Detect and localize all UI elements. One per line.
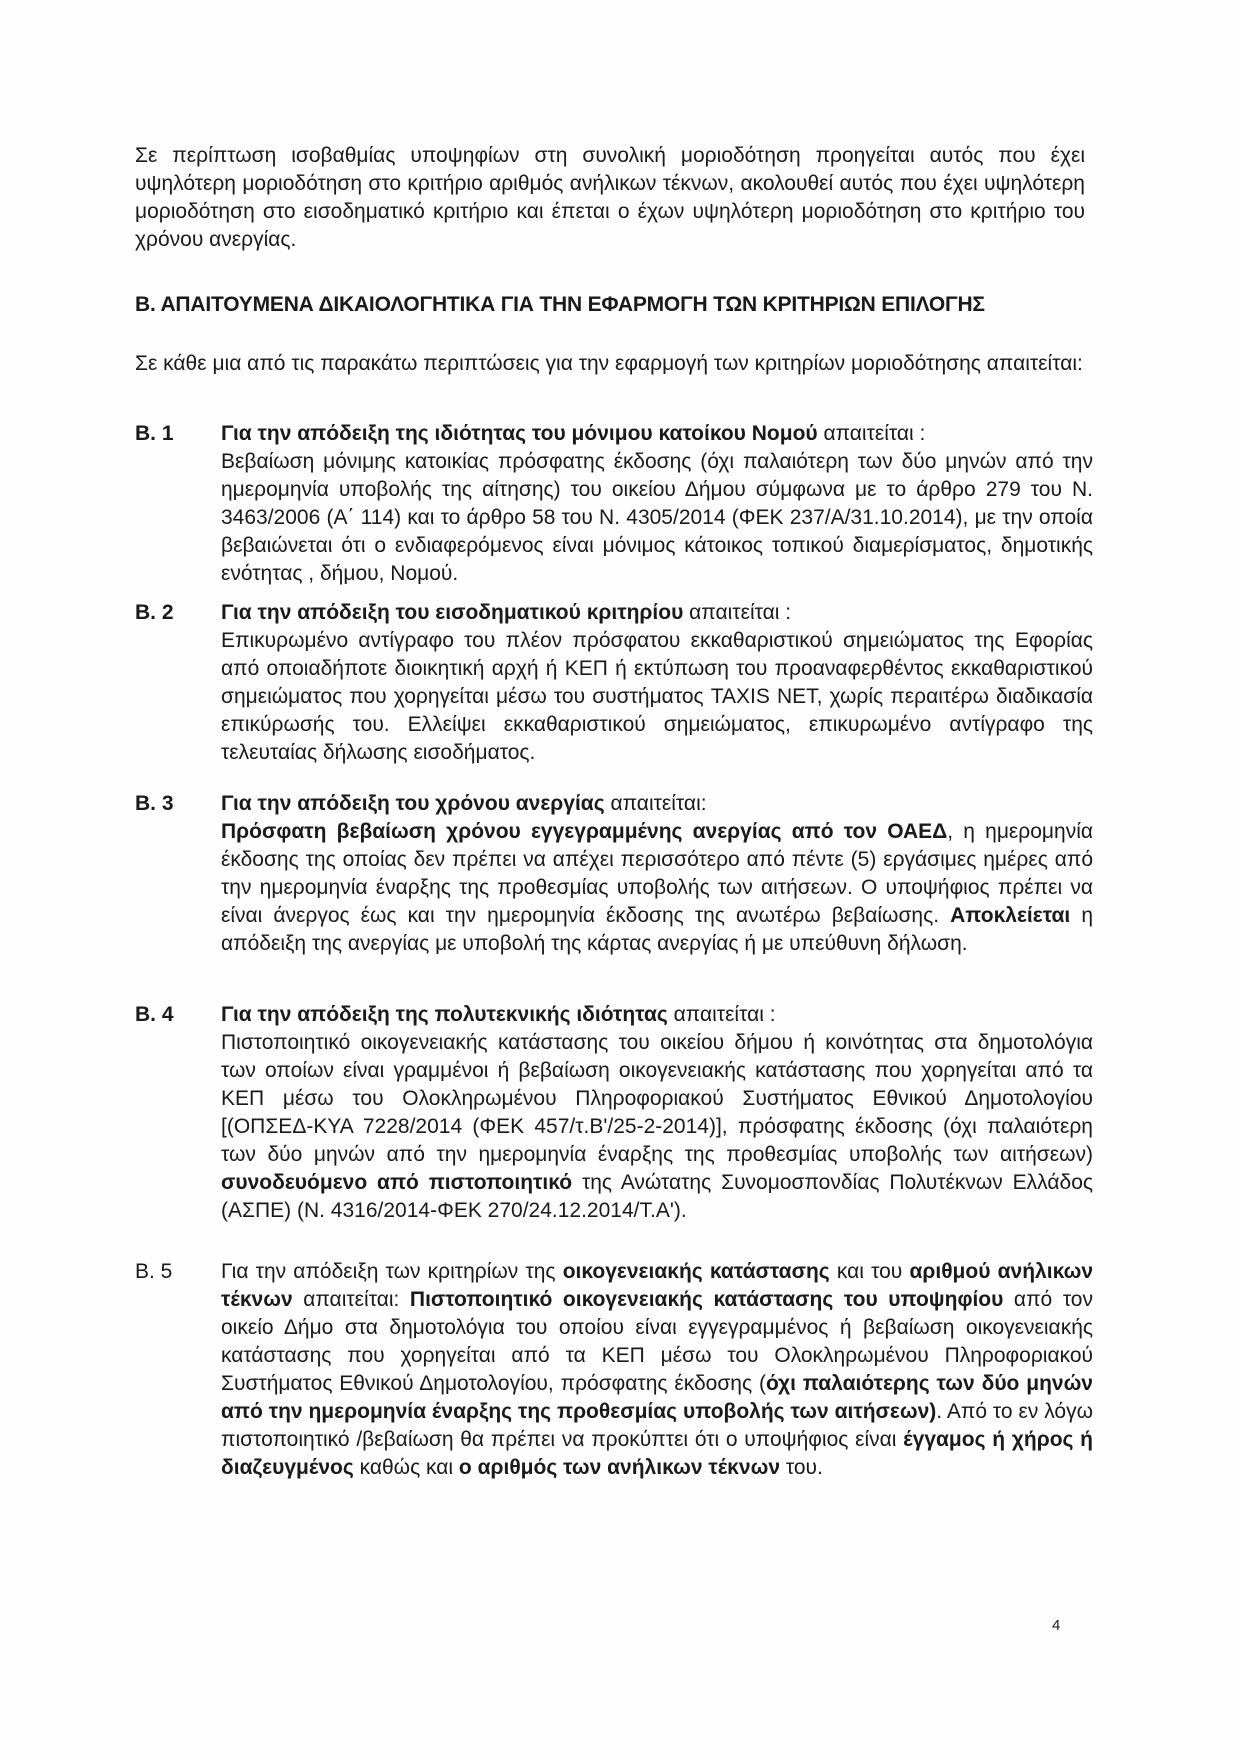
item-content-bold: Πρόσφατη βεβαίωση χρόνου εγγεγραμμένης ανεργίας από τον ΟΑΕΔ [221, 820, 948, 843]
item-content [221, 818, 1093, 958]
item-heading [221, 420, 1093, 448]
item-heading-bold: Για την απόδειξη της ιδιότητας του μόνιμου κατοίκου Νομού [221, 422, 818, 445]
item-content-text: της Ανώτατης Συνομοσπονδίας Πολυτέκνων Ελλάδος (ΑΣΠΕ) (Ν. 4316/2014-ΦΕΚ 270/24.12.2014/Τ.Α'). [221, 1171, 1093, 1222]
item-heading [221, 599, 1093, 627]
item-content-bold: Πιστοποιητικό οικογενειακής κατάστασης του υποψηφίου [409, 1288, 1004, 1311]
item-number: Β. 2 [135, 601, 174, 624]
intro-paragraph: Σε περίπτωση ισοβαθμίας υποψηφίων στη συνολική μοριοδότηση προηγείται αυτός που έχει υψηλότερη μοριοδότηση στο κριτήριο αριθμός ανήλικων τέκνων, ακολουθεί αυτός που έχει υψηλότερη μοριοδότηση στο εισοδηματικό κριτήριο και έπεται ο έχων υψηλότερη μοριοδότηση στο κριτήριο του χρόνου ανεργίας. [135, 144, 1085, 251]
item-body [221, 1001, 1093, 1225]
item-content-bold: ο αριθμός των ανήλικων τέκνων [458, 1456, 780, 1479]
item-content-text: . Από το εν λόγω πιστοποιητικό /βεβαίωση θα πρέπει να προκύπτει ότι ο υποψήφιος είναι [221, 1400, 1093, 1451]
item-number: Β. 1 [135, 422, 174, 445]
item-body [221, 420, 1093, 588]
item-heading [221, 790, 1093, 818]
item-content-text: η απόδειξη της ανεργίας με υποβολή της κάρτας ανεργίας ή με υπεύθυνη δήλωση. [221, 904, 1093, 955]
item-number: Β. 4 [135, 1003, 174, 1026]
item-body [221, 599, 1093, 767]
item-content-bold: έγγαμος ή χήρος ή διαζευγμένος [221, 1428, 1093, 1479]
item-heading-rest: απαιτείται : [683, 601, 792, 624]
item-content-text: Πιστοποιητικό οικογενειακής κατάστασης του οικείου δήμου ή κοινότητας στα δημοτολόγια των οποίων είναι γραμμένοι ή βεβαίωση οικογενειακής κατάστασης που χορηγείται από τα ΚΕΠ μέσω του Ολοκληρωμένου Πληροφοριακού Συστήματος Εθνικού Δημοτολογίου [(ΟΠΣΕΔ-ΚΥΑ 7228/2014 (ΦΕΚ 457/τ.Β'/25-2-2014)], πρόσφατης έκδοσης (όχι παλαιότερη των δύο μηνών από την ημερομηνία έναρξης της προθεσμίας υποβολής των αιτήσεων) [221, 1031, 1093, 1166]
item-content-bold: συνοδευόμενο από πιστοποιητικό [221, 1171, 573, 1194]
section-heading: Β. ΑΠΑΙΤΟΥΜΕΝΑ ΔΙΚΑΙΟΛΟΓΗΤΙΚΑ ΓΙΑ ΤΗΝ ΕΦΑΡΜΟΓΗ ΤΩΝ ΚΡΙΤΗΡΙΩΝ ΕΠΙΛΟΓΗΣ [135, 293, 985, 316]
item-heading-bold: Για την απόδειξη της πολυτεκνικής ιδιότητας [221, 1003, 668, 1026]
item-content-text: , η ημερομηνία έκδοσης της οποίας δεν πρέπει να απέχει περισσότερο από πέντε (5) εργάσιμες ημέρες από την ημερομηνία έναρξης της προθεσμίας υποβολής των αιτήσεων. Ο υποψήφιος πρέπει να είναι άνεργος έως και την ημερομηνία έκδοσης της ανωτέρω βεβαίωσης. [221, 820, 1093, 927]
item-heading-rest: απαιτείται : [667, 1003, 776, 1026]
item-number: Β. 5 [135, 1260, 173, 1283]
item-heading-bold: Για την απόδειξη του εισοδηματικού κριτηρίου [221, 601, 684, 624]
item-content-text: του. [780, 1456, 823, 1479]
item-content-text: και του [829, 1260, 910, 1283]
page-number: 4 [1052, 1617, 1061, 1634]
item-heading [221, 1001, 1093, 1029]
section-lead-paragraph: Σε κάθε μια από τις παρακάτω περιπτώσεις για την εφαρμογή των κριτηρίων μοριοδότησης απαιτείται: [135, 352, 1083, 375]
item-content-bold: όχι παλαιότερης των δύο μηνών από την ημερομηνία έναρξης της προθεσμίας υποβολής των αιτήσεων) [221, 1372, 1093, 1423]
item-content-text: καθώς και [353, 1456, 459, 1479]
item-content: Επικυρωμένο αντίγραφο του πλέον πρόσφατου εκκαθαριστικού σημειώματος της Εφορίας από οποιαδήποτε διοικητική αρχή ή ΚΕΠ ή εκτύπωση του προαναφερθέντος εκκαθαριστικού σημειώματος που χορηγείται μέσω του συστήματος TAXIS NET, χωρίς περαιτέρω διαδικασία επικύρωσής του. Ελλείψει εκκαθαριστικού σημειώματος, επικυρωμένο αντίγραφο της τελευταίας δήλωσης εισοδήματος. [221, 629, 1093, 764]
item-number: Β. 3 [135, 792, 174, 815]
item-body [221, 790, 1093, 958]
item-content-text: από τον οικείο Δήμο στα δημοτολόγια του οποίου είναι εγγεγραμμένος ή βεβαίωση οικογενειακής κατάστασης που χορηγείται από τα ΚΕΠ μέσω του Ολοκληρωμένου Πληροφοριακού Συστήματος Εθνικού Δημοτολογίου, πρόσφατης έκδοσης ( [221, 1288, 1093, 1395]
item-content-text: απαιτείται: [292, 1288, 410, 1311]
item-heading-rest: απαιτείται: [604, 792, 707, 815]
item-body [221, 1258, 1093, 1482]
item-heading-rest: απαιτείται : [817, 422, 926, 445]
item-content [221, 1258, 1093, 1482]
item-content-bold: οικογενειακής κατάστασης [562, 1260, 830, 1283]
item-content-text: Για την απόδειξη των κριτηρίων της [221, 1260, 563, 1283]
item-content-bold: αριθμού ανήλικων τέκνων [221, 1260, 1093, 1311]
item-content [221, 1029, 1093, 1225]
item-heading-bold: Για την απόδειξη του χρόνου ανεργίας [221, 792, 605, 815]
item-content: Βεβαίωση μόνιμης κατοικίας πρόσφατης έκδοσης (όχι παλαιότερη των δύο μηνών από την ημερομηνία υποβολής της αίτησης) του οικείου Δήμου σύμφωνα με το άρθρο 279 του Ν. 3463/2006 (Α΄ 114) και το άρθρο 58 του Ν. 4305/2014 (ΦΕΚ 237/Α/31.10.2014), με την οποία βεβαιώνεται ότι ο ενδιαφερόμενος είναι μόνιμος κάτοικος τοπικού διαμερίσματος, δημοτικής ενότητας , δήμου, Νομού. [221, 450, 1093, 585]
item-content-bold: Αποκλείεται [950, 904, 1071, 927]
